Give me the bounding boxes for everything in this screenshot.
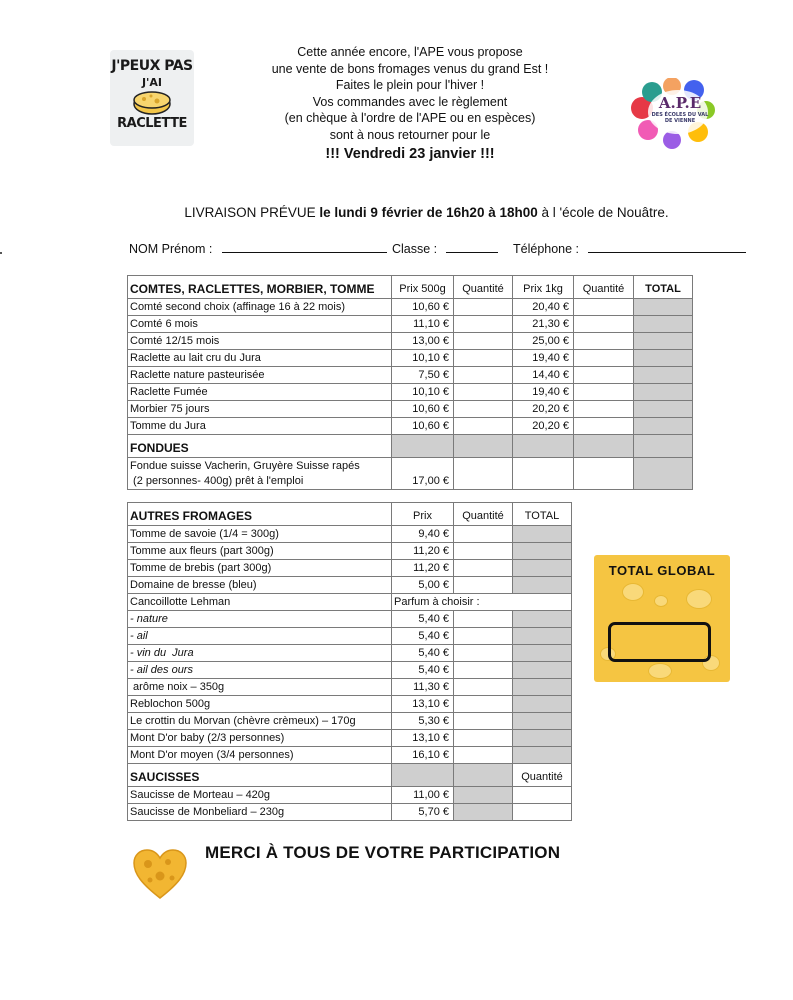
cheese-wheel-icon (132, 90, 172, 116)
section-title: AUTRES FROMAGES (128, 503, 392, 526)
section-title: FONDUES (128, 435, 392, 458)
intro-line: (en chèque à l'ordre de l'APE ou en espèces) (284, 111, 536, 125)
table-row (128, 458, 693, 490)
cheese-hole (654, 595, 668, 607)
logo-line-1: J'PEUX PAS (111, 58, 193, 74)
intro-line: Cette année encore, l'APE vous propose (297, 45, 523, 59)
total-global-field[interactable] (608, 622, 711, 662)
grey-cell (392, 435, 454, 458)
product-name (128, 458, 392, 490)
cheese-hole (648, 663, 672, 679)
quantity-cell[interactable] (454, 316, 513, 333)
total-cell[interactable] (634, 401, 693, 418)
quantity-cell[interactable] (454, 350, 513, 367)
price-1kg: 21,30 € (513, 316, 574, 333)
product-name: Tomme aux fleurs (part 300g) (128, 543, 392, 560)
table-row (128, 577, 572, 594)
total-cell[interactable] (634, 418, 693, 435)
delivery-date: le lundi 9 février de 16h20 à 18h00 (319, 205, 538, 220)
product-name: Raclette Fumée (128, 384, 392, 401)
intro-line: Vos commandes avec le règlement (312, 94, 508, 109)
table-row (128, 418, 693, 435)
quantity-cell[interactable] (454, 645, 513, 662)
fondue-line-1: Fondue suisse Vacherin, Gruyère Suisse rapés (130, 459, 360, 472)
price-500g: 13,00 € (392, 333, 454, 350)
table-row (128, 804, 572, 821)
price-1kg: 20,20 € (513, 418, 574, 435)
delivery-prefix: LIVRAISON PRÉVUE (184, 205, 320, 220)
price-1kg: 20,40 € (513, 299, 574, 316)
column-header: Prix (392, 503, 454, 526)
product-name: Saucisse de Morteau – 420g (128, 787, 392, 804)
other-cheese-table (127, 502, 572, 821)
quantity-cell[interactable] (454, 730, 513, 747)
price: 5,30 € (392, 713, 454, 730)
table-row (128, 316, 693, 333)
price-1kg: 20,20 € (513, 401, 574, 418)
table-row (128, 662, 572, 679)
quantity-cell[interactable] (454, 696, 513, 713)
table-row (128, 526, 572, 543)
product-name: Comté 12/15 mois (128, 333, 392, 350)
product-name: Cancoillotte Lehman (128, 594, 392, 611)
total-cell[interactable] (634, 333, 693, 350)
column-header: Quantité (513, 764, 572, 787)
section-title: SAUCISSES (128, 764, 392, 787)
name-label: NOM Prénom : (129, 242, 213, 256)
price: 5,40 € (392, 611, 454, 628)
column-header: TOTAL (634, 276, 693, 299)
logo-line-2: J'AI (141, 76, 163, 89)
price: 11,00 € (392, 787, 454, 804)
table-row (128, 350, 693, 367)
column-header: TOTAL (513, 503, 572, 526)
table-row (128, 299, 693, 316)
table-row (128, 333, 693, 350)
class-field[interactable] (446, 243, 498, 253)
quantity-cell[interactable] (454, 747, 513, 764)
intro-line: sont à nous retourner pour le (329, 127, 491, 142)
thanks-message: MERCI À TOUS DE VOTRE PARTICIPATION (205, 843, 561, 862)
quantity-cell[interactable] (454, 560, 513, 577)
price: 11,30 € (392, 679, 454, 696)
table-row (128, 594, 572, 611)
fondue-line-2: (2 personnes- 400g) prêt à l'emploi (130, 474, 304, 487)
total-cell[interactable] (513, 713, 572, 730)
price: 5,70 € (392, 804, 454, 821)
product-name: Raclette nature pasteurisée (128, 367, 392, 384)
table-row (128, 696, 572, 713)
total-cell[interactable] (513, 747, 572, 764)
quantity-cell[interactable] (454, 401, 513, 418)
product-name: - vin du Jura (128, 645, 392, 662)
total-cell[interactable] (634, 350, 693, 367)
price: 5,40 € (392, 628, 454, 645)
margin-mark (0, 252, 2, 254)
grey-cell (454, 435, 513, 458)
price-500g: 10,60 € (392, 401, 454, 418)
class-field-group (392, 242, 498, 256)
product-name: Reblochon 500g (128, 696, 392, 713)
table-header-row (128, 503, 572, 526)
table-row (128, 645, 572, 662)
product-name: Mont D'or moyen (3/4 personnes) (128, 747, 392, 764)
quantity-cell[interactable] (574, 418, 634, 435)
price-1kg: 25,00 € (513, 333, 574, 350)
intro-line: Faites le plein pour l'hiver ! (335, 78, 485, 92)
quantity-cell[interactable] (574, 299, 634, 316)
total-cell[interactable] (513, 560, 572, 577)
empty-cell (513, 458, 574, 490)
price: 9,40 € (392, 526, 454, 543)
price: 5,40 € (392, 662, 454, 679)
product-name: Saucisse de Monbeliard – 230g (128, 804, 392, 821)
phone-label: Téléphone : (513, 242, 580, 256)
table-row (128, 384, 693, 401)
total-cell[interactable] (513, 543, 572, 560)
quantity-cell[interactable] (454, 679, 513, 696)
ape-subtitle: DES ÉCOLES DU VAL DE VIENNE (651, 112, 709, 124)
total-cell[interactable] (513, 645, 572, 662)
total-cell[interactable] (513, 696, 572, 713)
product-name: Le crottin du Morvan (chèvre crèmeux) – 170g (128, 713, 392, 730)
total-cell[interactable] (634, 299, 693, 316)
class-label: Classe : (392, 242, 438, 256)
column-header: Quantité (454, 503, 513, 526)
quantity-cell[interactable] (574, 367, 634, 384)
product-name: - nature (128, 611, 392, 628)
grey-cell (454, 764, 513, 787)
price-1kg: 19,40 € (513, 350, 574, 367)
price-1kg: 14,40 € (513, 367, 574, 384)
product-name: Mont D'or baby (2/3 personnes) (128, 730, 392, 747)
price-500g: 10,10 € (392, 384, 454, 401)
table-row (128, 628, 572, 645)
table-row (128, 747, 572, 764)
section-title: COMTES, RACLETTES, MORBIER, TOMME (128, 276, 392, 299)
phone-field[interactable] (588, 243, 746, 253)
quantity-cell[interactable] (454, 628, 513, 645)
price-1kg: 19,40 € (513, 384, 574, 401)
product-name: Domaine de bresse (bleu) (128, 577, 392, 594)
total-cell[interactable] (634, 458, 693, 490)
total-cell[interactable] (513, 679, 572, 696)
price: 16,10 € (392, 747, 454, 764)
delivery-info (60, 205, 793, 220)
total-cell[interactable] (634, 367, 693, 384)
name-field[interactable] (222, 243, 387, 253)
section-row (128, 435, 693, 458)
table-row (128, 679, 572, 696)
table-row (128, 730, 572, 747)
price: 11,20 € (392, 543, 454, 560)
cheese-table (127, 275, 693, 490)
grey-cell (454, 787, 513, 804)
total-cell[interactable] (634, 384, 693, 401)
price-500g: 17,00 € (392, 458, 454, 490)
quantity-cell[interactable] (454, 333, 513, 350)
table-row (128, 611, 572, 628)
quantity-cell[interactable] (574, 350, 634, 367)
ape-logo (628, 78, 716, 150)
table-row (128, 367, 693, 384)
cheese-hole (686, 589, 712, 609)
product-name: Morbier 75 jours (128, 401, 392, 418)
grey-cell (392, 764, 454, 787)
price: 5,40 € (392, 645, 454, 662)
price: 11,20 € (392, 560, 454, 577)
table-row (128, 401, 693, 418)
quantity-cell[interactable] (513, 804, 572, 821)
price-500g: 10,10 € (392, 350, 454, 367)
table-header-row (128, 276, 693, 299)
price-500g: 10,60 € (392, 418, 454, 435)
product-name: - ail (128, 628, 392, 645)
intro-line: une vente de bons fromages venus du grand Est ! (271, 61, 549, 76)
price: 5,00 € (392, 577, 454, 594)
column-header: Prix 500g (392, 276, 454, 299)
product-name: - ail des ours (128, 662, 392, 679)
ape-title: A.P.E (658, 94, 702, 112)
table-row (128, 543, 572, 560)
quantity-cell[interactable] (454, 662, 513, 679)
table-row (128, 713, 572, 730)
flavour-note: Parfum à choisir : (392, 594, 572, 611)
intro-text (240, 44, 580, 163)
quantity-cell[interactable] (574, 401, 634, 418)
product-name: Tomme du Jura (128, 418, 392, 435)
total-cell[interactable] (513, 526, 572, 543)
table-row (128, 560, 572, 577)
quantity-cell[interactable] (454, 384, 513, 401)
grey-cell (634, 435, 693, 458)
product-name: Tomme de savoie (1/4 = 300g) (128, 526, 392, 543)
column-header: Quantité (574, 276, 634, 299)
raclette-logo (110, 50, 194, 146)
total-cell[interactable] (513, 628, 572, 645)
price-500g: 7,50 € (392, 367, 454, 384)
total-cell[interactable] (634, 316, 693, 333)
product-name: arôme noix – 350g (128, 679, 392, 696)
quantity-cell[interactable] (454, 458, 513, 490)
price: 13,10 € (392, 696, 454, 713)
quantity-cell[interactable] (454, 611, 513, 628)
section-row (128, 764, 572, 787)
product-name: Comté second choix (affinage 16 à 22 mois) (128, 299, 392, 316)
total-global-box (594, 555, 730, 682)
quantity-cell[interactable] (574, 384, 634, 401)
product-name: Comté 6 mois (128, 316, 392, 333)
quantity-cell[interactable] (454, 543, 513, 560)
column-header: Prix 1kg (513, 276, 574, 299)
quantity-cell[interactable] (454, 367, 513, 384)
quantity-cell[interactable] (454, 577, 513, 594)
quantity-cell[interactable] (454, 713, 513, 730)
price-500g: 10,60 € (392, 299, 454, 316)
empty-cell (574, 458, 634, 490)
column-header: Quantité (454, 276, 513, 299)
total-cell[interactable] (513, 662, 572, 679)
quantity-cell[interactable] (454, 418, 513, 435)
delivery-suffix: à l 'école de Nouâtre. (537, 205, 669, 220)
quantity-cell[interactable] (574, 316, 634, 333)
price-500g: 11,10 € (392, 316, 454, 333)
name-field-group (129, 242, 387, 256)
quantity-cell[interactable] (454, 526, 513, 543)
total-cell[interactable] (513, 577, 572, 594)
cheese-heart-icon (132, 848, 188, 900)
deadline: !!! Vendredi 23 janvier !!! (325, 146, 495, 162)
grey-cell (574, 435, 634, 458)
quantity-cell[interactable] (513, 787, 572, 804)
total-cell[interactable] (513, 730, 572, 747)
grey-cell (454, 804, 513, 821)
logo-line-3: RACLETTE (117, 116, 187, 131)
cheese-hole (622, 583, 644, 601)
product-name: Tomme de brebis (part 300g) (128, 560, 392, 577)
table-row (128, 787, 572, 804)
quantity-cell[interactable] (454, 299, 513, 316)
product-name: Raclette au lait cru du Jura (128, 350, 392, 367)
total-global-label: TOTAL GLOBAL (608, 563, 716, 578)
quantity-cell[interactable] (574, 333, 634, 350)
grey-cell (513, 435, 574, 458)
total-cell[interactable] (513, 611, 572, 628)
phone-field-group (513, 242, 746, 256)
price: 13,10 € (392, 730, 454, 747)
